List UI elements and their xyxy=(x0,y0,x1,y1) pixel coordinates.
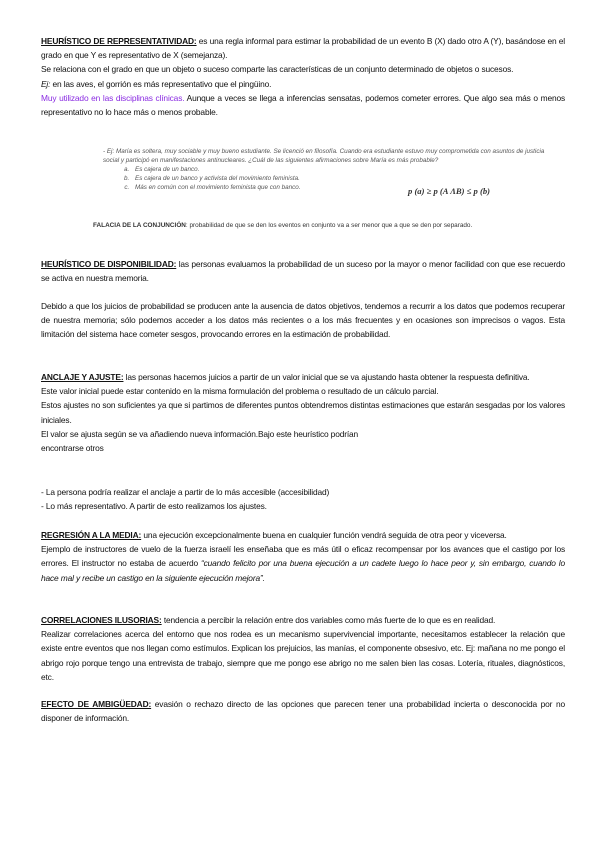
list-item: - La persona podría realizar el anclaje a partir de lo más accesible (accesibilidad) xyxy=(41,487,330,497)
disponibilidad-paragraph: Debido a que los juicios de probabilidad se producen ante la ausencia de datos objetivos, tendemos a recurrir a los datos que podemos recuperar de nuestra memoria; sólo podemos acceder a los datos más recientes o a los más frecuentes y en ocasiones son imprecisos o vagos. Esta limitación del sistema hace cometer sesgos, provocando errores en la estimación de probabilidad. xyxy=(41,301,565,340)
regresion-section xyxy=(41,528,565,585)
representatividad-relation: Se relaciona con el grado en que un objeto o suceso comparte las características de un conjunto determinado de objetos o sucesos. xyxy=(41,64,514,75)
representatividad-definition: es una regla informal para estimar la probabilidad de un evento B (X) dado otro A (Y), basándose en el grado en que Y es representativo de X (semejanza). xyxy=(41,36,565,61)
disponibilidad-section xyxy=(41,257,565,285)
fallacy-label: FALACIA DE LA CONJUNCIÓN xyxy=(93,222,186,229)
clinical-use-text: Muy utilizado en las disciplinas clínicas. xyxy=(41,92,185,103)
correlaciones-section xyxy=(41,613,565,684)
regresion-definition: una ejecución excepcionalmente buena en cualquier función vendrá seguida de otra peor y viceversa. xyxy=(141,530,507,540)
anclaje-section xyxy=(41,370,565,455)
correlaciones-paragraph: Realizar correlaciones acerca del entorno que nos rodea es un mecanismo supervivencial importante, necesitamos establecer la relación que existe entre eventos que nos llegan como estímulos. Explican los prejuicios, las manías, el componente obsesivo, etc. Ej: mañana no me pongo el abrigo rojo porque tengo una entrevista de trabajo, siempre que me pongo ese abrigo no me salen bien las cosas. Lotería, rituales, diagnósticos, etc. xyxy=(41,629,565,682)
anclaje-line: El valor se ajusta según se va añadiendo nueva información.Bajo este heurístico podrían xyxy=(41,428,359,439)
anclaje-heading: ANCLAJE Y AJUSTE: xyxy=(41,372,124,382)
ambiguedad-heading: EFECTO DE AMBIGÜEDAD: xyxy=(41,699,152,709)
disponibilidad-heading: HEURÍSTICO DE DISPONIBILIDAD: xyxy=(41,259,177,269)
anclaje-bullets xyxy=(41,485,565,513)
example-text: en las aves, el gorrión es más representativo que el pingüino. xyxy=(50,78,272,89)
option-item: c. Más en común con el movimiento feminista que con banco. xyxy=(131,184,548,193)
example-label: Ej: xyxy=(41,78,51,89)
list-item: - Lo más representativo. A partir de esto realizamos los ajustes. xyxy=(41,501,267,512)
regresion-example: Ejemplo de instructores de vuelo de la fuerza israelí les enseñaba que es más útil o eficaz recompensar por los avances que el castigo por los errores. El instructor no estaba de acuerdo xyxy=(41,544,565,569)
ambiguedad-section xyxy=(41,697,565,725)
option-item: b. Es cajera de un banco y activista del movimiento feminista. xyxy=(131,175,548,184)
errors-text: Aunque a veces se llega a inferencias sensatas, podemos cometer errores. Que algo sea más o menos representativo no lo hace más o menos probable. xyxy=(41,92,566,118)
ambiguedad-definition: evasión o rechazo directo de las opciones que parecen tener una probabilidad incierta o desconocida por no disponer de información. xyxy=(41,699,565,724)
correlaciones-heading: CORRELACIONES ILUSORIAS: xyxy=(41,615,162,625)
anclaje-line: Este valor inicial puede estar contenido en la misma formulación del problema o resultado de un cálculo parcial. xyxy=(41,386,439,397)
anclaje-definition: las personas hacemos juicios a partir de un valor inicial que se va ajustando hasta obtener la respuesta definitiva. xyxy=(123,372,530,382)
anclaje-line: Estos ajustes no son suficientes ya que si partimos de diferentes puntos obtendremos distintas estimaciones que estarán sesgadas por los valores iniciales. xyxy=(41,400,565,425)
anclaje-line: encontrarse otros xyxy=(41,443,104,454)
instructor-quote: “cuando felicito por una buena ejecución a un cadete luego lo hace peor y, sin embargo, cuando lo hace mal y recibe un castigo en la siguiente ejecución mejora”. xyxy=(41,558,565,583)
conjunction-fallacy xyxy=(93,221,543,230)
maria-example-intro: - Ej: María es soltera, muy sociable y muy bueno estudiante. Se licenció en filosofía. Cuando era estudiante estuvo muy comprometida con asuntos de justicia social y participó en manifestaciones antinucleares. ¿Cuál de las siguientes afirmaciones sobre María es más probable? xyxy=(103,148,545,164)
disponibilidad-paragraph-block xyxy=(41,299,565,342)
conjunction-formula: p (a) ≥ p (A ΛB) ≤ p (b) xyxy=(408,186,490,196)
fallacy-text: : probabilidad de que se den los eventos en conjunto va a ser menor que a que se den por separado. xyxy=(185,222,473,229)
regresion-heading: REGRESIÓN A LA MEDIA: xyxy=(41,530,142,540)
representatividad-heading: HEURÍSTICO DE REPRESENTATIVIDAD: xyxy=(41,36,197,46)
option-item: a. Es cajera de un banco. xyxy=(131,166,548,175)
disponibilidad-definition: las personas evaluamos la probabilidad de un suceso por la mayor o menor facilidad con que ese recuerdo se activa en nuestra memoria. xyxy=(41,259,565,284)
representatividad-section xyxy=(41,34,565,119)
correlaciones-definition: tendencia a percibir la relación entre dos variables como más fuerte de lo que es en realidad. xyxy=(161,615,496,625)
